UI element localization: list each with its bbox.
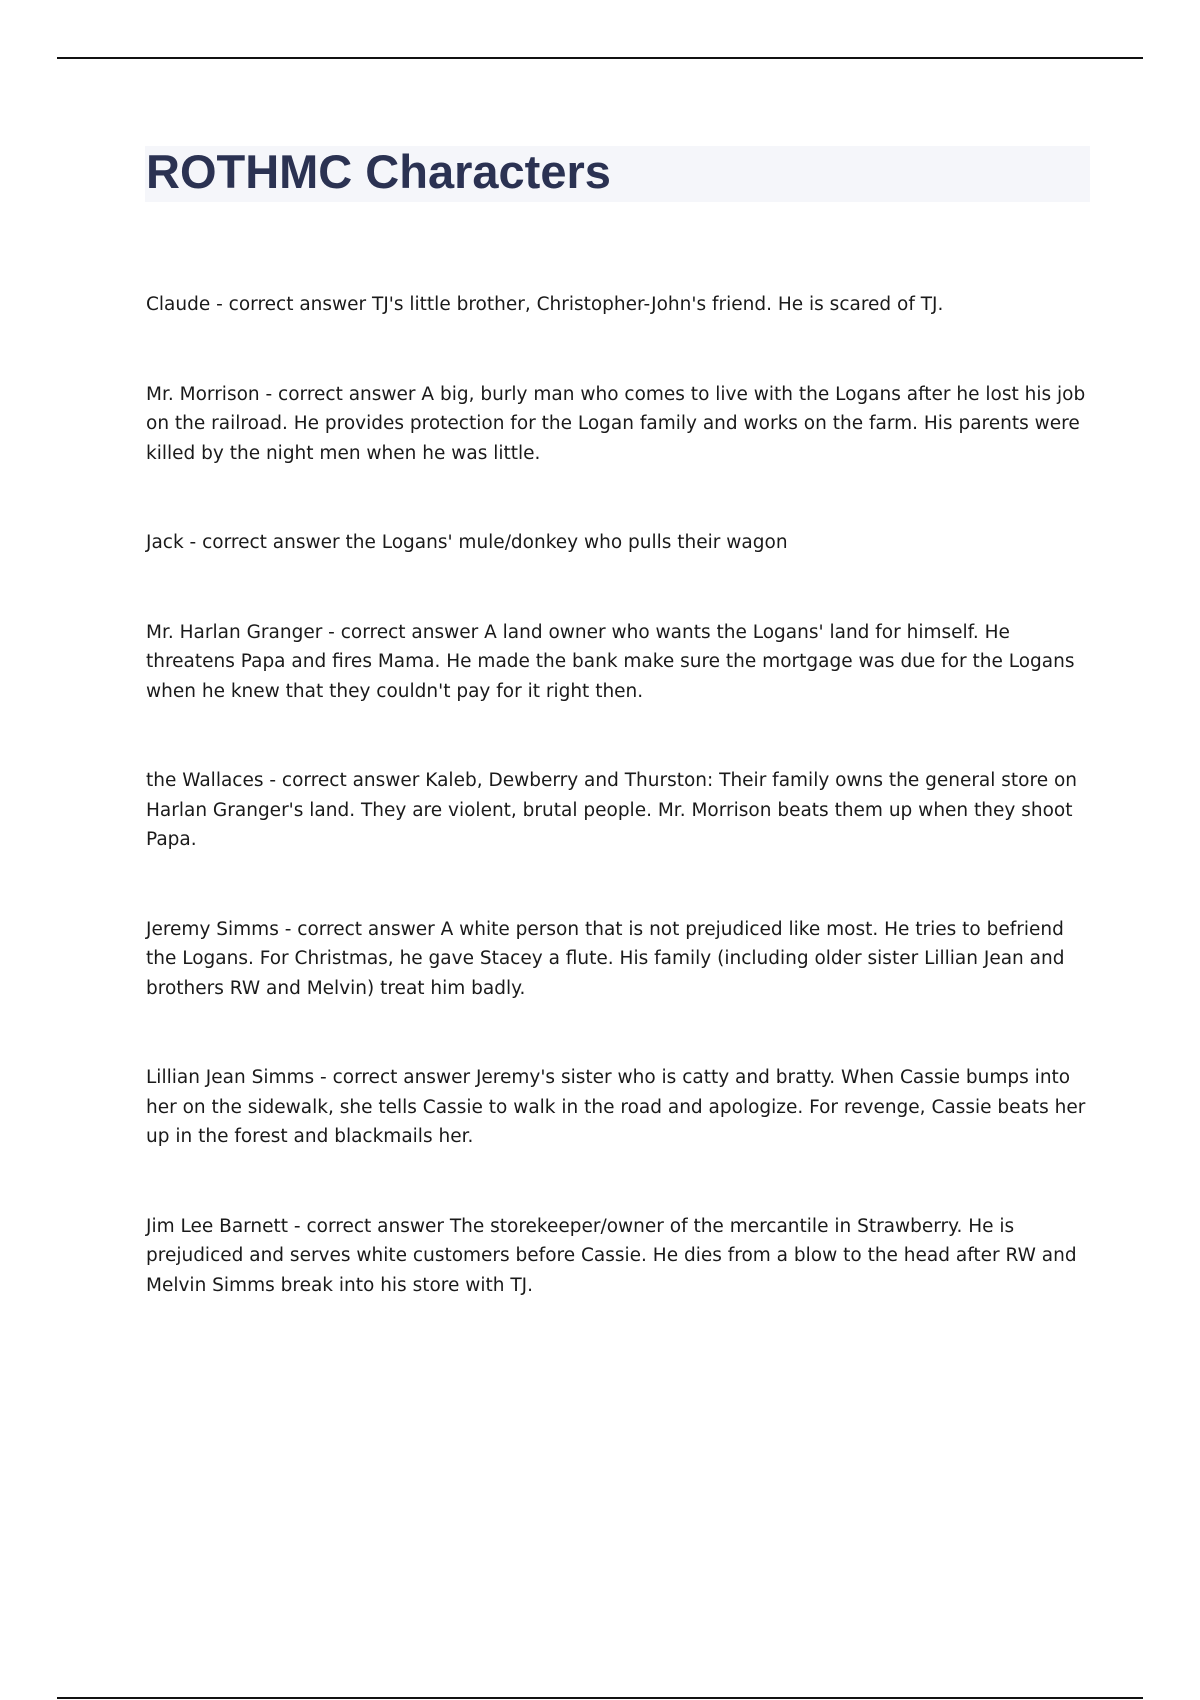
entry-the-wallaces: the Wallaces - correct answer Kaleb, Dewberry and Thurston: Their family owns the general store on Harlan Granger's land. They are violent, brutal people. Mr. Morrison beats them up when they shoot Papa.: [146, 770, 1078, 850]
entry-claude: Claude - correct answer TJ's little brother, Christopher-John's friend. He is scared of TJ.: [146, 294, 944, 315]
entry-harlan-granger: Mr. Harlan Granger - correct answer A land owner who wants the Logans' land for himself. He threatens Papa and fires Mama. He made the bank make sure the mortgage was due for the Logans when he knew that they couldn't pay for it right then.: [146, 621, 1075, 702]
entry-lillian-jean-simms: Lillian Jean Simms - correct answer Jeremy's sister who is catty and bratty. When Cassie bumps into her on the sidewalk, she tells Cassie to walk in the road and apologize. For revenge, Cassie beats her up in the forest and blackmails her.: [146, 1067, 1086, 1147]
top-rule: [57, 57, 1143, 59]
entry-jim-lee-barnett: Jim Lee Barnett - correct answer The storekeeper/owner of the mercantile in Strawberry. He is prejudiced and serves white customers before Cassie. He dies from a blow to the head after RW and Melvin Simms break into his store with TJ.: [146, 1215, 1077, 1296]
entry-mr-morrison: Mr. Morrison - correct answer A big, burly man who comes to live with the Logans after he lost his job on the railroad. He provides protection for the Logan family and works on the farm. His parents were killed by the night men when he was little.: [146, 383, 1086, 464]
document-title: ROTHMC Characters: [146, 145, 611, 198]
character-list: [146, 290, 1096, 1360]
bottom-rule: [57, 1697, 1143, 1699]
entry-jeremy-simms: Jeremy Simms - correct answer A white person that is not prejudiced like most. He tries to befriend the Logans. For Christmas, he gave Stacey a flute. His family (including older sister Lillian Jean and brothers RW and Melvin) treat him badly.: [146, 918, 1065, 999]
entry-jack: Jack - correct answer the Logans' mule/donkey who pulls their wagon: [146, 532, 788, 553]
